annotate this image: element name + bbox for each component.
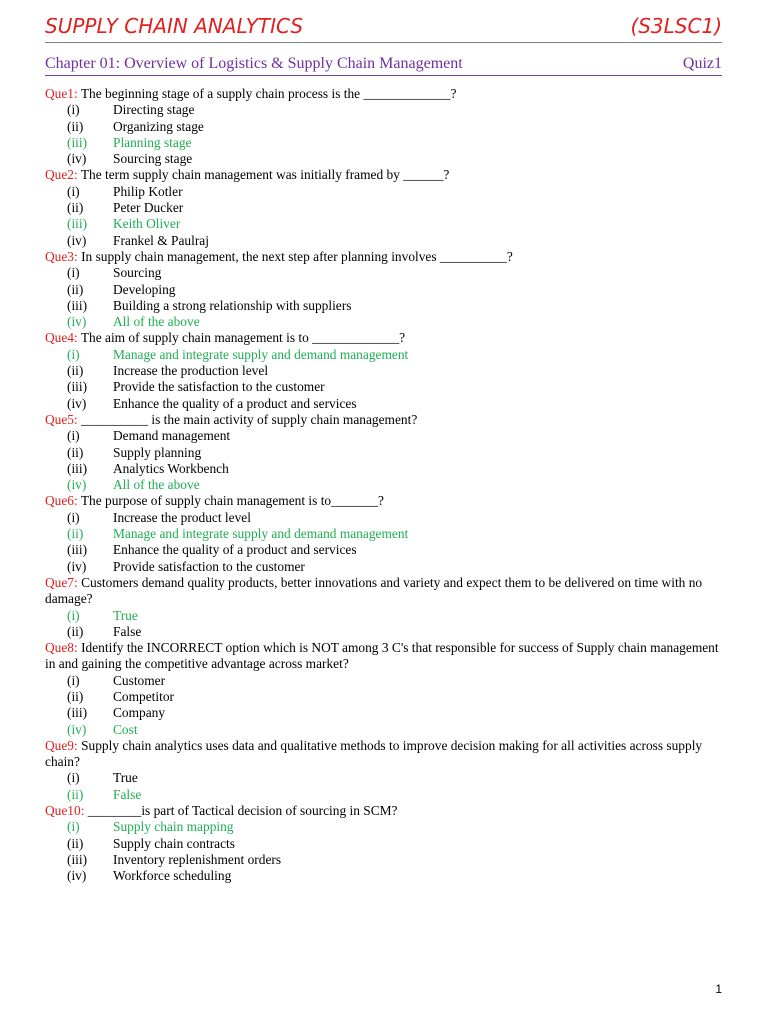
option-text: Demand management — [113, 428, 231, 444]
question-block — [45, 803, 722, 884]
question-text — [45, 575, 722, 608]
option-number: (ii) — [67, 623, 84, 639]
option-text: Increase the product level — [113, 509, 251, 525]
question-block — [45, 738, 722, 803]
course-title: SUPPLY CHAIN ANALYTICS — [45, 14, 304, 38]
option-number: (iv) — [67, 868, 87, 884]
question-prompt: In supply chain management, the next step after planning involves __________? — [77, 248, 513, 264]
option-text: Enhance the quality of a product and services — [113, 395, 357, 411]
option-text: False — [113, 786, 142, 802]
question-block — [45, 640, 722, 738]
correct-option — [45, 819, 722, 835]
answer-option — [45, 200, 722, 216]
option-text: True — [113, 607, 138, 623]
question-text — [45, 738, 722, 771]
answer-option — [45, 428, 722, 444]
question-text — [45, 249, 722, 265]
question-block — [45, 575, 722, 640]
question-prompt: The beginning stage of a supply chain process is the _____________? — [77, 86, 457, 101]
answer-option — [45, 363, 722, 379]
option-number: (iii) — [67, 851, 88, 867]
answer-option — [45, 102, 722, 118]
question-text — [45, 412, 722, 428]
answer-option — [45, 298, 722, 314]
option-number: (iii) — [67, 297, 88, 313]
option-text: False — [113, 623, 142, 639]
answer-option — [45, 770, 722, 786]
option-text: Supply planning — [113, 444, 202, 460]
option-number: (i) — [67, 509, 80, 525]
option-text: Inventory replenishment orders — [113, 851, 282, 867]
option-text: Manage and integrate supply and demand management — [113, 346, 409, 362]
question-prompt: Identify the INCORRECT option which is NOT among 3 C's that responsible for success of Supply chain management in and gaining the competitive advantage across market? — [45, 640, 719, 672]
option-number: (ii) — [67, 444, 84, 460]
answer-option — [45, 461, 722, 477]
question-block — [45, 493, 722, 574]
answer-option — [45, 852, 722, 868]
option-text: Organizing stage — [113, 118, 204, 134]
option-text: Supply chain contracts — [113, 835, 235, 851]
option-number: (iii) — [67, 460, 88, 476]
question-prompt: The term supply chain management was initially framed by ______? — [77, 167, 450, 183]
answer-option — [45, 705, 722, 721]
page-number: 1 — [715, 982, 722, 996]
answer-option — [45, 542, 722, 558]
option-number: (iii) — [67, 542, 88, 558]
correct-option — [45, 722, 722, 738]
option-text: True — [113, 770, 138, 786]
option-number: (i) — [67, 183, 80, 199]
answer-option — [45, 689, 722, 705]
option-text: All of the above — [113, 314, 200, 330]
correct-option — [45, 347, 722, 363]
answer-option — [45, 836, 722, 852]
option-text: Building a strong relationship with suppliers — [113, 297, 352, 313]
option-text: Company — [113, 705, 166, 721]
question-block — [45, 86, 722, 167]
question-number: Que3: — [45, 248, 78, 264]
option-number: (ii) — [67, 118, 84, 134]
quiz-body — [45, 86, 722, 885]
option-text: Directing stage — [113, 102, 195, 118]
question-prompt: The aim of supply chain management is to _____________? — [77, 330, 406, 346]
option-text: Competitor — [113, 688, 174, 704]
document-header — [45, 12, 722, 43]
question-number: Que7: — [45, 574, 78, 590]
option-text: Analytics Workbench — [113, 460, 229, 476]
option-number: (ii) — [67, 786, 84, 802]
question-prompt: The purpose of supply chain management is to_______? — [77, 493, 384, 509]
question-prompt: ________is part of Tactical decision of sourcing in SCM? — [84, 803, 398, 819]
option-number: (i) — [67, 770, 80, 786]
correct-option — [45, 314, 722, 330]
answer-option — [45, 868, 722, 884]
option-text: Peter Ducker — [113, 200, 184, 216]
correct-option — [45, 526, 722, 542]
option-number: (ii) — [67, 688, 84, 704]
option-text: Cost — [113, 721, 138, 737]
answer-option — [45, 510, 722, 526]
option-number: (i) — [67, 265, 80, 281]
question-text — [45, 167, 722, 183]
answer-option — [45, 233, 722, 249]
option-number: (ii) — [67, 200, 84, 216]
option-number: (ii) — [67, 363, 84, 379]
question-block — [45, 249, 722, 330]
question-number: Que9: — [45, 737, 78, 753]
option-text: Increase the production level — [113, 363, 269, 379]
question-number: Que5: — [45, 411, 78, 427]
question-text — [45, 86, 722, 102]
quiz-label: Quiz1 — [682, 55, 722, 72]
option-number: (iii) — [67, 705, 88, 721]
option-text: Planning stage — [113, 134, 192, 150]
option-number: (iv) — [67, 232, 87, 248]
option-number: (i) — [67, 607, 80, 623]
answer-option — [45, 282, 722, 298]
option-text: Workforce scheduling — [113, 868, 232, 884]
option-number: (ii) — [67, 835, 84, 851]
question-number: Que4: — [45, 330, 78, 346]
correct-option — [45, 216, 722, 232]
correct-option — [45, 135, 722, 151]
question-block — [45, 412, 722, 493]
option-number: (iv) — [67, 395, 87, 411]
question-number: Que6: — [45, 493, 78, 509]
answer-option — [45, 151, 722, 167]
course-code: (S3LSC1) — [630, 14, 722, 38]
question-text — [45, 493, 722, 509]
chapter-title: Chapter 01: Overview of Logistics & Supply Chain Management — [45, 55, 463, 72]
option-text: Provide satisfaction to the customer — [113, 558, 305, 574]
option-number: (i) — [67, 428, 80, 444]
answer-option — [45, 396, 722, 412]
question-text — [45, 803, 722, 819]
option-text: Sourcing — [113, 265, 162, 281]
option-text: Enhance the quality of a product and services — [113, 542, 357, 558]
answer-option — [45, 445, 722, 461]
correct-option — [45, 608, 722, 624]
question-prompt: Customers demand quality products, better innovations and variety and expect them to be delivered on time with no damage? — [45, 574, 703, 607]
question-text — [45, 640, 722, 673]
option-text: Supply chain mapping — [113, 819, 234, 835]
question-prompt: Supply chain analytics uses data and qualitative methods to improve decision making for all activities across supply chain? — [45, 737, 703, 770]
question-text — [45, 330, 722, 346]
option-number: (ii) — [67, 526, 84, 542]
answer-option — [45, 559, 722, 575]
option-text: Frankel & Paulraj — [113, 232, 209, 248]
question-block — [45, 167, 722, 248]
question-number: Que1: — [45, 86, 78, 101]
option-number: (iv) — [67, 151, 87, 167]
option-number: (iv) — [67, 558, 87, 574]
option-number: (iv) — [67, 314, 87, 330]
correct-option — [45, 787, 722, 803]
option-text: Sourcing stage — [113, 151, 193, 167]
option-text: Philip Kotler — [113, 183, 183, 199]
question-number: Que10: — [45, 803, 85, 819]
answer-option — [45, 624, 722, 640]
chapter-header — [45, 53, 722, 76]
option-number: (i) — [67, 346, 80, 362]
answer-option — [45, 184, 722, 200]
answer-option — [45, 265, 722, 281]
option-number: (iii) — [67, 134, 88, 150]
answer-option — [45, 673, 722, 689]
correct-option — [45, 477, 722, 493]
option-text: Developing — [113, 281, 176, 297]
option-text: Provide the satisfaction to the customer — [113, 379, 325, 395]
option-text: Customer — [113, 672, 166, 688]
option-text: Manage and integrate supply and demand management — [113, 526, 409, 542]
option-number: (iv) — [67, 721, 87, 737]
option-text: All of the above — [113, 477, 200, 493]
answer-option — [45, 379, 722, 395]
option-number: (iii) — [67, 379, 88, 395]
answer-option — [45, 119, 722, 135]
option-number: (iii) — [67, 216, 88, 232]
option-number: (i) — [67, 819, 80, 835]
option-number: (ii) — [67, 281, 84, 297]
option-text: Keith Oliver — [113, 216, 181, 232]
question-prompt: __________ is the main activity of supply chain management? — [77, 411, 418, 427]
option-number: (i) — [67, 102, 80, 118]
question-block — [45, 330, 722, 411]
question-number: Que2: — [45, 167, 78, 183]
option-number: (iv) — [67, 477, 87, 493]
question-number: Que8: — [45, 640, 78, 656]
option-number: (i) — [67, 672, 80, 688]
